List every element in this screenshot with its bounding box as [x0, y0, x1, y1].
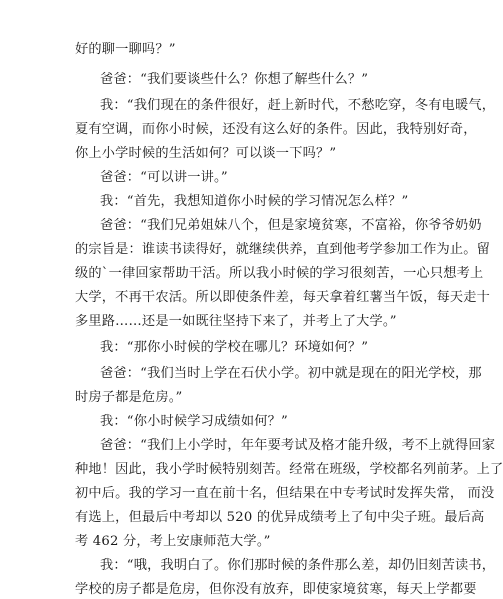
text-line: 初中后。我的学习一直在前十名，但结果在中专考试时发挥失常， 而没: [75, 486, 495, 501]
text-line: 考 462 分，考上安康师范大学。”: [75, 534, 271, 549]
text-line: 爸爸：“我们要谈些什么？你想了解些什么？”: [100, 72, 369, 87]
text-line: 大学，不再干农活。所以即使条件差，每天拿着红薯当午饭，每天走十: [75, 290, 491, 305]
text-line: 夏有空调，而你小时候，还没有这么好的条件。因此，我特别好奇，: [75, 122, 477, 137]
text-line: 种地！因此，我小学时候特别刻苦。经常在班级，学校都名列前茅。上了: [75, 462, 503, 477]
text-line: 你上小学时候的生活如何？可以谈一下吗？”: [75, 146, 337, 161]
text-line: 爸爸：“我们上小学时，年年要考试及格才能升级，考不上就得回家: [100, 438, 496, 453]
text-line: 我：“那你小时候的学校在哪儿？环境如何？”: [100, 340, 369, 355]
text-line: 时房子都是危房。”: [75, 390, 183, 405]
text-line: 爸爸：“可以讲一讲。”: [100, 170, 228, 185]
text-line: 我：“首先，我想知道你小时候的学习情况怎么样？”: [100, 194, 409, 209]
text-line: 我：“我们现在的条件很好，赶上新时代，不愁吃穿，冬有电暖气，: [100, 98, 496, 113]
text-line: 爸爸：“我们当时上学在石伏小学。初中就是现在的阳光学校，那: [100, 366, 482, 381]
text-line: 多里路……还是一如既往坚持下来了，并考上了大学。”: [75, 314, 397, 329]
text-line: 我：“你小时候学习成绩如何？”: [100, 414, 288, 429]
text-line: 学校的房子都是危房，但你没有放弃，即使家境贫寒，每天上学都要: [75, 582, 477, 597]
text-line: 我：“哦，我明白了。你们那时候的条件那么差，却仍旧刻苦读书，: [100, 558, 496, 573]
text-line: 有选上，但最后中考却以 520 的优异成绩考上了旬中尖子班。最后高: [75, 510, 485, 525]
text-line: 的宗旨是：谁读书读得好，就继续供养，直到他考学参加工作为止。留: [75, 242, 491, 257]
text-line: 级的`一律回家帮助干活。所以我小时候的学习很刻苦，一心只想考上: [75, 266, 484, 281]
text-line: 爸爸：“我们兄弟姐妹八个，但是家境贫寒，不富裕，你爷爷奶奶: [100, 218, 482, 233]
text-line: 好的聊一聊吗？”: [75, 42, 176, 57]
